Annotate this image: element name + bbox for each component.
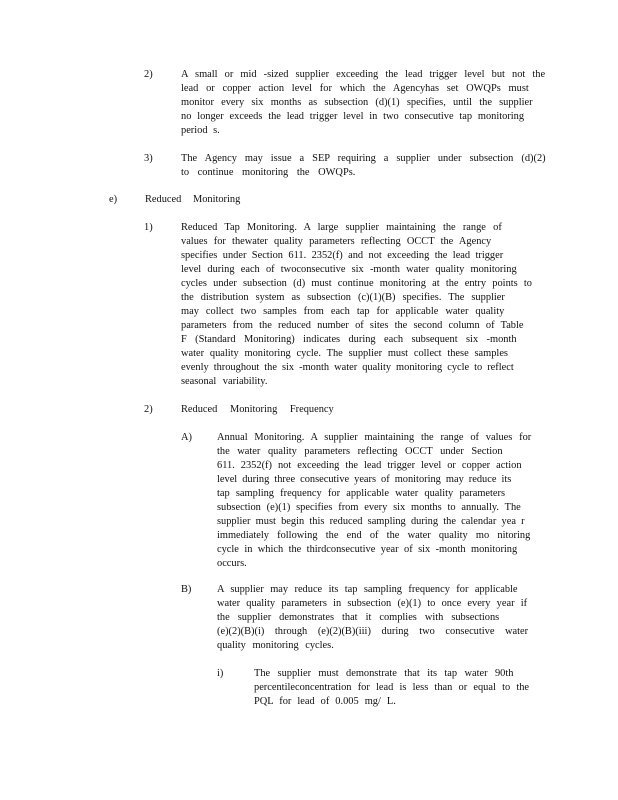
item-label: 2)	[144, 404, 153, 415]
text-line: F (Standard Monitoring) indicates during each subsequent six -month	[181, 334, 517, 345]
item-label: 2)	[144, 69, 153, 80]
text-line: Reduced Monitoring Frequency	[181, 404, 334, 415]
text-line: The Agency may issue a SEP requiring a supplier under subsection (d)(2)	[181, 153, 546, 164]
item-label: 1)	[144, 222, 153, 233]
section-title	[145, 193, 345, 207]
item-label: B)	[181, 584, 192, 595]
text-line: quality monitoring cycles.	[217, 640, 334, 651]
text-line: A supplier may reduce its tap sampling frequency for applicable	[217, 584, 518, 595]
text-line: lead or copper action level for which the Agencyhas set OWQPs must	[181, 83, 529, 94]
text-line: subsection (e)(1) specifies from every six months to annually. The	[217, 502, 521, 513]
text-line: PQL for lead of 0.005 mg/ L.	[254, 696, 396, 707]
text-line: evenly throughout the six -month water quality monitoring cycle to reflect	[181, 362, 514, 373]
text-line: parameters from the reduced number of sites the second column of Table	[181, 320, 524, 331]
text-line: monitor every six months as subsection (d)(1) specifies, until the supplier	[181, 97, 533, 108]
item-label: 3)	[144, 153, 153, 164]
text-line: the supplier demonstrates that it complies with subsections	[217, 612, 500, 623]
text-line: immediately following the end of the water quality mo nitoring	[217, 530, 531, 541]
text-line: seasonal variability.	[181, 376, 268, 387]
text-line: may collect two samples from each tap for applicable water quality	[181, 306, 505, 317]
text-line: Reduced Monitoring	[145, 194, 241, 205]
text-line: period s.	[181, 125, 220, 136]
paragraph-text	[181, 68, 546, 138]
text-line: no longer exceeds the lead trigger level in two consecutive tap monitoring	[181, 111, 525, 122]
text-line: the water quality parameters reflecting OCCT under Section	[217, 446, 503, 457]
section-title	[181, 403, 431, 417]
text-line: cycles under subsection (d) must continue monitoring at the entry points to	[181, 278, 532, 289]
text-line: A small or mid -sized supplier exceeding the lead trigger level but not the	[181, 69, 546, 80]
item-label: e)	[109, 194, 118, 205]
item-label: A)	[181, 432, 192, 443]
text-line: 611. 2352(f) not exceeding the lead trigger level or copper action	[217, 460, 522, 471]
text-line: cycle in which the thirdconsecutive year of six -month monitoring	[217, 544, 518, 555]
item-label: i)	[217, 668, 224, 679]
text-line: tap sampling frequency for applicable water quality parameters	[217, 488, 506, 499]
paragraph-text	[217, 583, 542, 653]
text-line: level during each of twoconsecutive six -month water quality monitoring	[181, 264, 517, 275]
text-line: Annual Monitoring. A supplier maintaining the range of values for	[217, 432, 532, 443]
text-line: Reduced Tap Monitoring. A large supplier maintaining the range of	[181, 222, 502, 233]
text-line: water quality monitoring cycle. The supplier must collect these samples	[181, 348, 508, 359]
text-line: occurs.	[217, 558, 247, 569]
paragraph-text	[181, 152, 546, 180]
text-line: specifies under Section 611. 2352(f) and not exceeding the lead trigger	[181, 250, 504, 261]
paragraph-text	[254, 667, 544, 709]
text-line: percentileconcentration for lead is less than or equal to the	[254, 682, 530, 693]
text-line: supplier must begin this reduced sampling during the calendar yea r	[217, 516, 525, 527]
text-line: to continue monitoring the OWQPs.	[181, 167, 356, 178]
text-line: The supplier must demonstrate that its tap water 90th	[254, 668, 514, 679]
text-line: level during three consecutive years of monitoring may reduce its	[217, 474, 512, 485]
text-line: water quality parameters in subsection (e)(1) to once every year if	[217, 598, 528, 609]
text-line: the distribution system as subsection (c)(1)(B) specifies. The supplier	[181, 292, 505, 303]
text-line: (e)(2)(B)(i) through (e)(2)(B)(iii) during two consecutive water	[217, 626, 529, 637]
text-line: values for thewater quality parameters reflecting OCCT the Agency	[181, 236, 492, 247]
paragraph-text	[181, 221, 551, 389]
paragraph-text	[217, 431, 542, 571]
